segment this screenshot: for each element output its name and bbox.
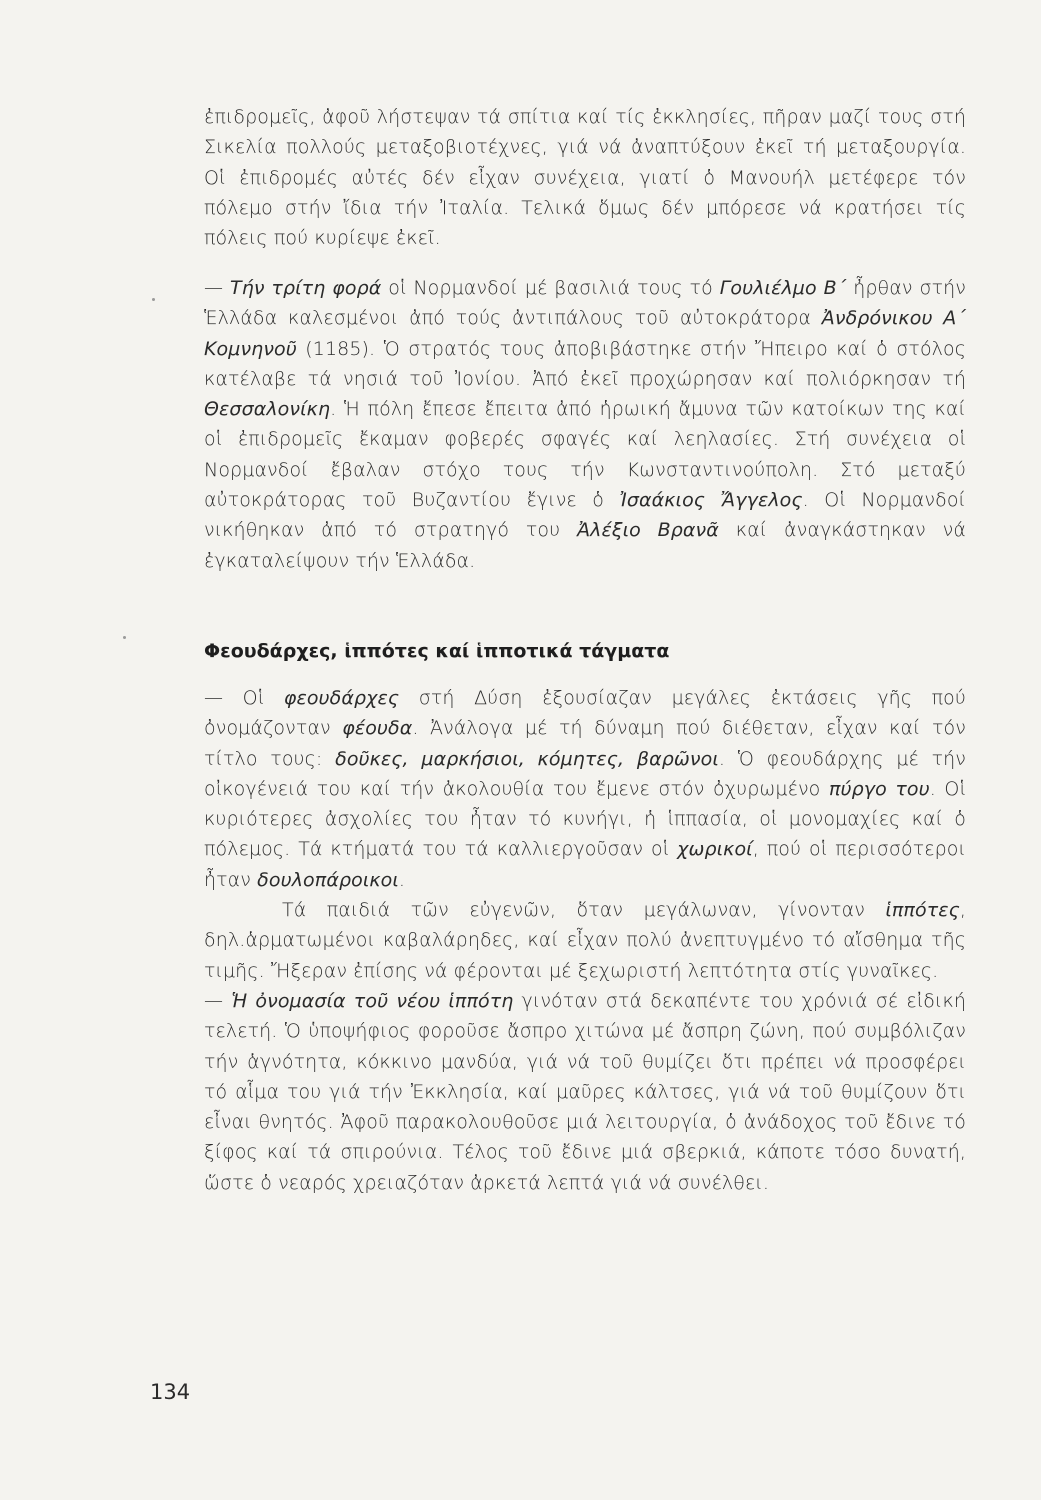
paragraph-text [204, 273, 966, 576]
emphasis-text: χωρικοί [677, 838, 753, 861]
text-run: . [398, 868, 406, 891]
emphasis-text: Ἀνδρόνικου Α΄ Κομνηνοῦ [204, 307, 966, 360]
text-run: Τά παιδιά τῶν εὐγενῶν, ὅταν μεγάλωναν, γίνονταν [282, 899, 886, 922]
emphasis-text: Ἡ ὀνομασία τοῦ νέου ἱππότη [231, 989, 514, 1012]
text-run: . Ἡ πόλη ἔπεσε ἔπειτα ἀπό ἡρωική ἄμυνα τῶν κατοίκων της καί οἱ ἐπιδρομεῖς ἔκαμαν φοβερές σφαγές καί λεηλασίες. Στή συνέχεια οἱ Νορμανδοί ἔβαλαν στόχο τους τήν Κωνσταντινούπολη. Στό μεταξύ αὐτοκράτορας τοῦ Βυζαντίου ἔγινε ὁ [204, 398, 966, 512]
emphasis-text: Θεσσαλονίκη [204, 398, 331, 421]
text-run: — [204, 277, 230, 299]
text-run: καί ἀναγκάστηκαν νά ἐγκαταλείψουν τήν Ἑλλάδα. [204, 519, 966, 572]
page-number: 134 [150, 1380, 191, 1404]
scan-speck [152, 298, 155, 301]
text-run: . Οἱ Νορμανδοί νικήθηκαν ἀπό τό στρατηγό του [204, 489, 966, 542]
paragraph-third-invasion [204, 273, 966, 576]
emphasis-text: Ἰσαάκιος Ἄγγελος [619, 489, 803, 512]
text-run: στή Δύση ἐξουσίαζαν μεγάλες ἐκτάσεις γῆς πού ὀνομάζονταν [204, 687, 966, 740]
text-run: — Οἱ [204, 687, 284, 709]
emphasis-text: ἱππότες [885, 899, 960, 922]
text-run: . Οἱ κυριότερες ἀσχολίες του ἦταν τό κυνήγι, ἡ ἱππασία, οἱ μονομαχίες καί ὁ πόλεμος. Τά κτήματά του τά καλλιεργοῦσαν οἱ [204, 777, 966, 861]
paragraph-raids-intro [204, 102, 966, 253]
text-run: οἱ Νορμανδοί μέ βασιλιά τους τό [381, 277, 720, 299]
emphasis-text: δοῦκες, μαρκήσιοι, κόμητες, βαρῶνοι [335, 747, 719, 770]
scan-speck [123, 636, 126, 639]
text-run: (1185). Ὁ στρατός τους ἀποβιβάστηκε στήν Ἤπειρο καί ὁ στόλος κατέλαβε τά νησιά τοῦ Ἰονίου. Ἀπό ἐκεῖ προχώρησαν καί πολιόρκησαν τή [204, 337, 966, 390]
paragraph-knights [204, 895, 966, 986]
text-run: γινόταν στά δεκαπέντε του χρόνιά σέ εἰδική τελετή. Ὁ ὑποψήφιος φοροῦσε ἄσπρο χιτώνα μέ ἄσπρη ζώνη, πού συμβόλιζαν τήν ἁγνότητα, κόκκινο μανδύα, γιά νά τοῦ θυμίζει ὅτι πρέπει νά προσφέρει τό αἷμα του γιά τήν Ἐκκλησία, καί μαῦρες κάλτσες, γιά νά τοῦ θυμίζουν ὅτι εἶναι θνητός. Ἀφοῦ παρακολουθοῦσε μιά λειτουργία, ὁ ἀνάδοχος τοῦ ἔδινε τό ξίφος καί τά σπιρούνια. Τέλος τοῦ ἔδινε μιά σβερκιά, κάποτε τόσο δυνατή, ὥστε ὁ νεαρός χρειαζόταν ἀρκετά λεπτά γιά νά συνέλθει. [204, 989, 966, 1194]
paragraph-feudal-lords [204, 683, 966, 1198]
emphasis-text: φεουδάρχες [283, 687, 400, 709]
emphasis-text: Γουλιέλμο Β΄ [719, 277, 847, 299]
emphasis-text: φέουδα [342, 717, 413, 740]
text-run: ἦρθαν στήν Ἑλλάδα καλεσμένοι ἀπό τούς ἀντιπάλους τοῦ αὐτοκράτορα [204, 277, 966, 330]
text-run: . Ὁ φεουδάρχης μέ τήν οἰκογένειά του καί τήν ἀκολουθία του ἔμενε στόν ὀχυρωμένο [204, 747, 966, 800]
emphasis-text: δουλοπάροικοι [257, 868, 399, 891]
section-heading: Φεουδάρχες, ἱππότες καί ἱπποτικά τάγματα [204, 640, 670, 662]
text-run: . Ἀνάλογα μέ τή δύναμη πού διέθεταν, εἶχαν καί τόν τίτλο τους: [204, 717, 966, 770]
paragraph-text [204, 683, 966, 895]
text-run: — [204, 989, 232, 1012]
paragraph-knighting-ceremony [204, 986, 966, 1198]
paragraph-text: ἐπιδρομεῖς, ἀφοῦ λήστεψαν τά σπίτια καί τίς ἐκκλησίες, πῆραν μαζί τους στή Σικελία πολλούς μεταξοβιοτέχνες, γιά νά ἀναπτύξουν ἐκεῖ τή μεταξουργία. Οἱ ἐπιδρομές αὐτές δέν εἶχαν συνέχεια, γιατί ὁ Μανουήλ μετέφερε τόν πόλεμο στήν ἴδια τήν Ἰταλία. Τελικά ὅμως δέν μπόρεσε νά κρατήσει τίς πόλεις πού κυρίεψε ἐκεῖ. [204, 106, 966, 250]
emphasis-text: Τήν τρίτη φορά [229, 277, 382, 299]
emphasis-text: Ἀλέξιο Βρανᾶ [577, 519, 719, 542]
emphasis-text: πύργο του [828, 777, 930, 800]
text-run: , δηλ.ἁρματωμένοι καβαλάρηδες, καί εἶχαν πολύ ἀνεπτυγμένο τό αἴσθημα τῆς τιμῆς. Ἤξεραν ἐπίσης νά φέρονται μέ ξεχωριστή λεπτότητα στίς γυναῖκες. [204, 899, 966, 982]
text-run: , πού οἱ περισσότεροι ἦταν [204, 838, 966, 891]
